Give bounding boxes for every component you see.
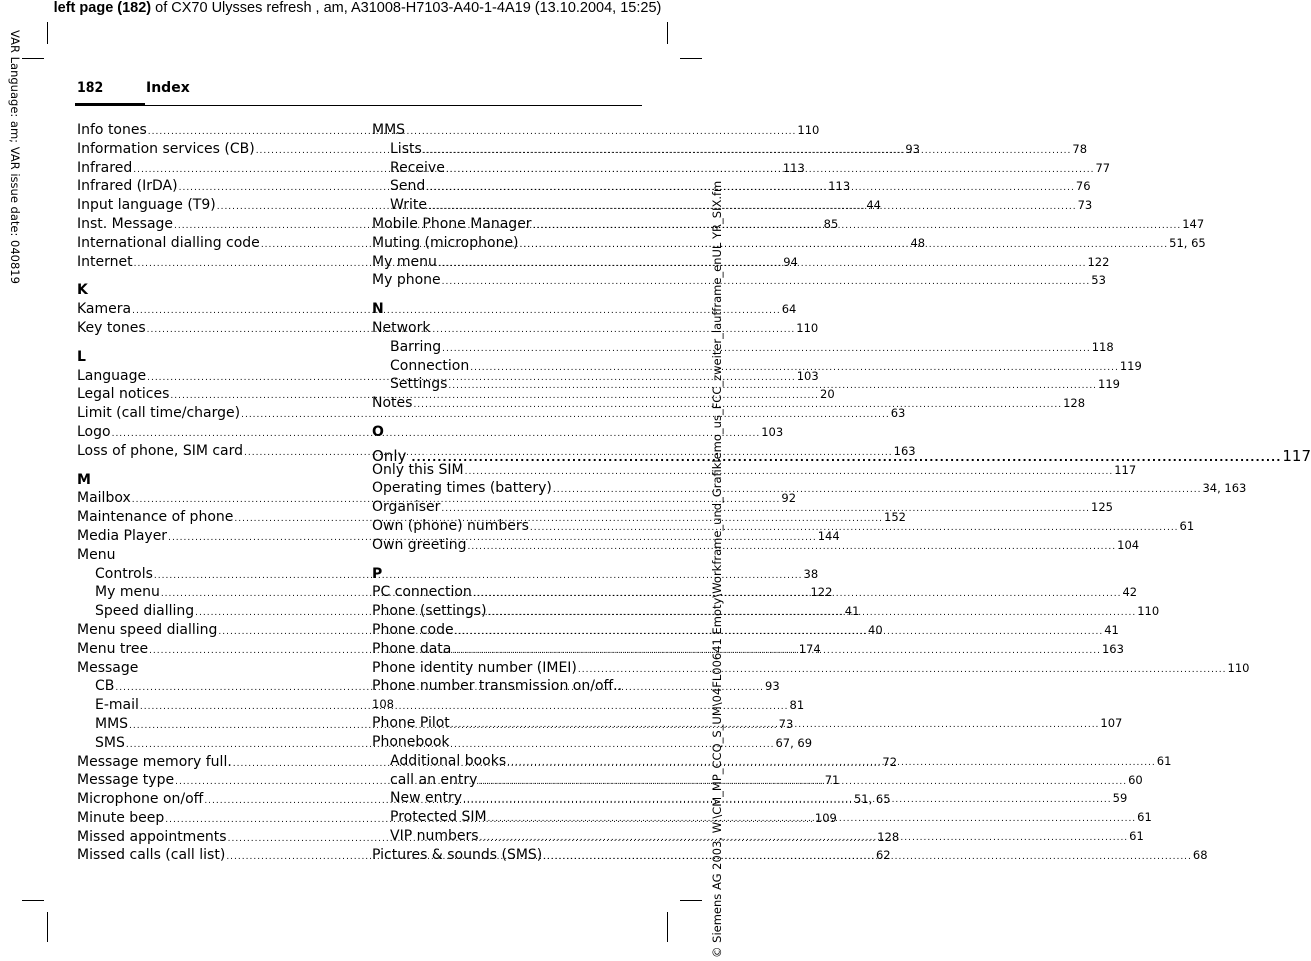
index-entry-term: Settings bbox=[390, 376, 448, 393]
index-entry-page: 122 bbox=[810, 585, 833, 600]
index-entry-term: Barring bbox=[390, 338, 442, 355]
index-entry-term: Missed appointments bbox=[77, 828, 227, 845]
index-entry-term: MMS bbox=[372, 122, 406, 138]
index-entry-page: 110 bbox=[1137, 604, 1160, 619]
index-entry-term: VIP numbers bbox=[390, 827, 479, 844]
index-entry-page: 40 bbox=[868, 622, 883, 637]
index-entry-page: 34, 163 bbox=[1202, 481, 1247, 496]
index-entry-page: 128 bbox=[877, 829, 900, 844]
index-entry-page: 20 bbox=[820, 387, 835, 402]
index-entry-term: Pictures & sounds (SMS) bbox=[372, 846, 543, 863]
index-entry-term: Legal notices bbox=[77, 386, 170, 403]
crop-mark bbox=[667, 22, 668, 44]
index-entry-term: Notes bbox=[372, 395, 413, 412]
index-entry-page: 68 bbox=[1192, 847, 1208, 862]
index-entry-term: Loss of phone, SIM card bbox=[77, 442, 244, 459]
index-entry-page: 103 bbox=[761, 424, 784, 439]
index-entry-term: Infrared (IrDA) bbox=[77, 178, 178, 195]
index-entry-page: 59 bbox=[1112, 791, 1128, 806]
dot-leader bbox=[463, 795, 1112, 805]
index-entry-term: MMS bbox=[95, 715, 129, 732]
index-entry-term: Maintenance of phone bbox=[77, 509, 234, 526]
index-entry bbox=[372, 461, 1137, 481]
index-entry bbox=[372, 338, 1114, 358]
index-entry-page: 44 bbox=[866, 198, 881, 213]
index-entry-page: 76 bbox=[1075, 179, 1091, 194]
index-entry-term: Network bbox=[372, 319, 431, 336]
index-entry-page: 63 bbox=[890, 406, 906, 421]
header-rule bbox=[145, 105, 642, 106]
index-entry-page: 163 bbox=[1101, 641, 1124, 656]
index-entry-term: Receive bbox=[390, 159, 445, 176]
index-entry-page: 163 bbox=[893, 443, 916, 458]
index-entry bbox=[77, 301, 797, 320]
dot-leader bbox=[578, 665, 1227, 675]
index-entry-term: Controls bbox=[95, 565, 153, 582]
index-entry-page: 118 bbox=[1091, 339, 1114, 354]
index-entry-page: 60 bbox=[1128, 772, 1143, 787]
index-entry-term: Infrared bbox=[77, 159, 133, 176]
crop-mark bbox=[47, 22, 48, 44]
index-entry bbox=[77, 547, 343, 566]
index-entry-page: 77 bbox=[1095, 160, 1111, 175]
crop-mark bbox=[680, 900, 702, 901]
index-entry bbox=[372, 536, 1140, 556]
index-entry-term: Organiser bbox=[372, 499, 441, 516]
index-entry-page: 113 bbox=[782, 160, 805, 175]
dot-leader bbox=[455, 627, 1104, 637]
index-entry-page: 73 bbox=[778, 716, 794, 731]
index-entry-page: 104 bbox=[1117, 537, 1140, 552]
index-entry bbox=[372, 678, 637, 697]
index-entry-page: 41 bbox=[844, 604, 860, 619]
dot-leader bbox=[441, 504, 1090, 514]
index-entry-term: Operating times (battery) bbox=[372, 480, 552, 497]
index-entry-term: CB bbox=[95, 678, 115, 695]
dot-leader bbox=[413, 400, 1062, 410]
index-entry-page: 64 bbox=[781, 302, 797, 317]
index-entry-term: Internet bbox=[77, 253, 133, 270]
index-entry-page: 85 bbox=[823, 216, 839, 231]
index-entry-page: 67, 69 bbox=[775, 735, 813, 750]
dot-leader bbox=[465, 467, 1114, 477]
index-entry-page: 119 bbox=[1098, 377, 1120, 392]
index-entry-page: 72 bbox=[882, 754, 898, 769]
index-entry-page: 147 bbox=[1182, 216, 1205, 231]
index-entry-page: 92 bbox=[781, 491, 797, 506]
dot-leader bbox=[442, 277, 1091, 287]
dot-leader bbox=[426, 183, 1075, 193]
dot-leader bbox=[451, 720, 1100, 730]
dot-leader bbox=[468, 542, 1117, 552]
index-entry-page: 71 bbox=[824, 773, 840, 788]
dot-leader bbox=[520, 240, 1169, 250]
dot-leader bbox=[446, 165, 1095, 175]
index-entry bbox=[372, 122, 637, 141]
dot-leader bbox=[452, 646, 1101, 656]
index-entry-page: 144 bbox=[817, 528, 840, 543]
index-entry-term: Kamera bbox=[77, 301, 132, 318]
index-entry-page: 61 bbox=[1179, 518, 1195, 533]
dot-leader bbox=[480, 833, 1129, 843]
index-entry-page: 38 bbox=[803, 566, 819, 581]
dot-leader bbox=[428, 202, 1077, 212]
index-entry-term: Limit (call time/charge) bbox=[77, 405, 241, 422]
dot-leader bbox=[553, 485, 1202, 495]
index-entry-page: 93 bbox=[905, 141, 920, 156]
index-entry-term: Message type bbox=[77, 772, 175, 789]
index-entry bbox=[77, 565, 819, 585]
header-rule-thick bbox=[75, 103, 145, 106]
index-entry-page: 109 bbox=[814, 810, 837, 825]
index-entry-page: 110 bbox=[1227, 660, 1250, 675]
index-entry-term: My menu bbox=[95, 584, 160, 601]
crop-mark bbox=[47, 912, 48, 942]
crop-mark bbox=[22, 58, 44, 59]
dot-leader bbox=[488, 608, 1137, 618]
index-entry bbox=[77, 423, 784, 443]
index-entry-term: Microphone on/off bbox=[77, 791, 204, 808]
index-entry-term: My menu bbox=[372, 253, 437, 270]
index-entry-term: Missed calls (call list) bbox=[77, 847, 226, 864]
index-entry-page: 93 bbox=[765, 679, 780, 694]
dot-leader bbox=[442, 344, 1091, 354]
index-entry-term: Language bbox=[77, 367, 147, 384]
crop-mark bbox=[680, 58, 702, 59]
index-entry-page: 107 bbox=[1100, 716, 1123, 731]
print-header bbox=[0, 0, 715, 16]
index-entry bbox=[372, 272, 1106, 291]
dot-leader bbox=[438, 259, 1087, 269]
left-margin-text: VAR Language: am; VAR issue date: 040819 bbox=[8, 30, 22, 284]
index-letter-heading: N bbox=[372, 301, 384, 318]
dot-leader bbox=[488, 814, 1137, 824]
index-entry-page: 108 bbox=[372, 697, 394, 712]
print-header-rest: of CX70 Ulysses refresh , am, A31008-H7103-A40-1-4A19 (13.10.2004, 15:25) bbox=[151, 0, 662, 16]
index-entry-page: 110 bbox=[797, 123, 820, 137]
index-entry-term: Additional books bbox=[390, 752, 507, 769]
index-entry-term: Write bbox=[390, 197, 427, 214]
index-entry-page: 94 bbox=[783, 254, 798, 269]
index-entry-term: Only this SIM bbox=[372, 461, 464, 478]
index-entry-page: 152 bbox=[884, 510, 906, 525]
print-header-bold: left page (182) bbox=[53, 0, 152, 16]
index-entry-page: 78 bbox=[1072, 141, 1088, 156]
index-letter-heading: K bbox=[77, 282, 88, 299]
dot-leader bbox=[448, 381, 1097, 391]
index-entry-term: Lists bbox=[390, 140, 422, 157]
index-entry-term: Muting (microphone) bbox=[372, 234, 519, 251]
index-entry-page: 51, 65 bbox=[853, 792, 891, 807]
index-entry-page: 122 bbox=[1087, 254, 1110, 269]
index-entry-term: Speed dialling bbox=[95, 603, 195, 620]
dot-leader bbox=[533, 221, 1182, 231]
index-entry bbox=[372, 320, 637, 339]
index-entry-term: Inst. Message bbox=[77, 215, 174, 232]
dot-leader bbox=[423, 146, 1072, 156]
index-entry-term: Mailbox bbox=[77, 490, 131, 507]
index-entry-term: Phone code bbox=[372, 621, 454, 638]
index-entry-term: SMS bbox=[95, 734, 125, 751]
index-entry-term: Minute beep bbox=[77, 809, 165, 826]
index-letter-heading: L bbox=[77, 348, 86, 365]
crop-mark bbox=[667, 912, 668, 942]
index-entry-term: E-mail bbox=[95, 697, 139, 714]
index-entry-page: 117 bbox=[1114, 462, 1137, 477]
index-entry-term: Own greeting bbox=[372, 536, 467, 553]
index-entry-page: 51, 65 bbox=[1169, 235, 1206, 250]
index-entry-term: Phone (settings) bbox=[372, 603, 487, 620]
index-entry-page: 119 bbox=[1119, 358, 1142, 373]
index-entry-term: Only bbox=[372, 446, 407, 465]
index-entry-term: Info tones bbox=[77, 122, 147, 138]
index-entry-page: 53 bbox=[1091, 273, 1106, 288]
dot-leader bbox=[543, 852, 1192, 862]
index-entry-page: 174 bbox=[798, 641, 821, 656]
index-entry-page: 73 bbox=[1077, 198, 1093, 213]
index-entry-term: Information services (CB) bbox=[77, 140, 255, 157]
index-entry-term: International dialling code bbox=[77, 234, 260, 251]
index-entry-term: Connection bbox=[390, 357, 470, 374]
index-letter-heading: O bbox=[372, 423, 384, 440]
index-entry-term: call an entry bbox=[390, 771, 478, 788]
index-letter-heading: M bbox=[77, 471, 91, 488]
index-entry-term: Phone identity number (IMEI) bbox=[372, 659, 577, 676]
index-entry-term: Logo bbox=[77, 423, 111, 440]
index-entry-page: 41 bbox=[1104, 622, 1119, 637]
index-entry-page: 62 bbox=[875, 848, 891, 863]
index-entry-term: My phone bbox=[372, 272, 441, 289]
dot-leader bbox=[478, 777, 1127, 787]
index-entry-term: New entry bbox=[390, 790, 463, 807]
dot-leader bbox=[507, 758, 1156, 768]
index-entry-term: Phone Pilot bbox=[372, 715, 450, 732]
index-entry-term: Message memory full. bbox=[77, 753, 232, 770]
index-entry-page: 128 bbox=[1063, 396, 1086, 411]
page-number: 182 bbox=[77, 80, 104, 96]
dot-leader bbox=[530, 523, 1179, 533]
index-entry bbox=[372, 659, 1250, 679]
index-entry bbox=[77, 405, 906, 424]
index-entry-term: Message bbox=[77, 659, 139, 676]
index-entry bbox=[77, 660, 343, 679]
index-entry-term: Input language (T9) bbox=[77, 197, 216, 214]
dot-leader bbox=[473, 589, 1122, 599]
index-entry-page: 113 bbox=[828, 179, 851, 194]
index-entry-term: Phonebook bbox=[372, 733, 450, 750]
index-entry-term: Menu bbox=[77, 546, 116, 563]
index-entry-page: 61 bbox=[1137, 810, 1152, 825]
index-entry-page: 103 bbox=[796, 368, 819, 383]
index-entry-term: PC connection bbox=[372, 584, 472, 601]
index-entry-page: 81 bbox=[789, 698, 805, 713]
index-entry bbox=[372, 734, 637, 753]
index-entry-page: 42 bbox=[1122, 585, 1138, 600]
index-entry-page: 61 bbox=[1129, 828, 1144, 843]
index-entry-page: 48 bbox=[910, 235, 926, 250]
index-entry-term: Phone data bbox=[372, 640, 452, 657]
index-entry-term: Menu speed dialling bbox=[77, 621, 218, 638]
dot-leader bbox=[411, 451, 1281, 464]
index-entry-page: 110 bbox=[796, 320, 819, 335]
index-entry-page: 61 bbox=[1156, 753, 1172, 768]
right-margin-text: © Siemens AG 2003, W:\CM_MP_CCQ_S_UM\04FL00641 Emoty\Workframe_und_Grafiklemo_us_FCC_zweiter_laufframe_enUL YR_SIX.fm bbox=[710, 180, 724, 958]
index-entry-term: Protected SIM bbox=[390, 809, 487, 826]
page-title: Index bbox=[146, 80, 190, 96]
index-entry-term: Mobile Phone Manager bbox=[372, 215, 532, 232]
index-entry-term: Send bbox=[390, 178, 426, 195]
index-entry-term: Key tones bbox=[77, 319, 146, 336]
dot-leader bbox=[470, 363, 1119, 373]
index-letter-heading: P bbox=[372, 565, 383, 582]
index-entry-term: Phone number transmission on/off.. bbox=[372, 678, 623, 695]
index-entry-page: 125 bbox=[1091, 500, 1113, 515]
index-entry-page: 117 bbox=[1282, 446, 1311, 465]
index-entry-term: Media Player bbox=[77, 527, 168, 544]
crop-mark bbox=[22, 900, 44, 901]
index-entry-term: Menu tree bbox=[77, 640, 149, 657]
index-entry-term: Own (phone) numbers bbox=[372, 517, 529, 534]
